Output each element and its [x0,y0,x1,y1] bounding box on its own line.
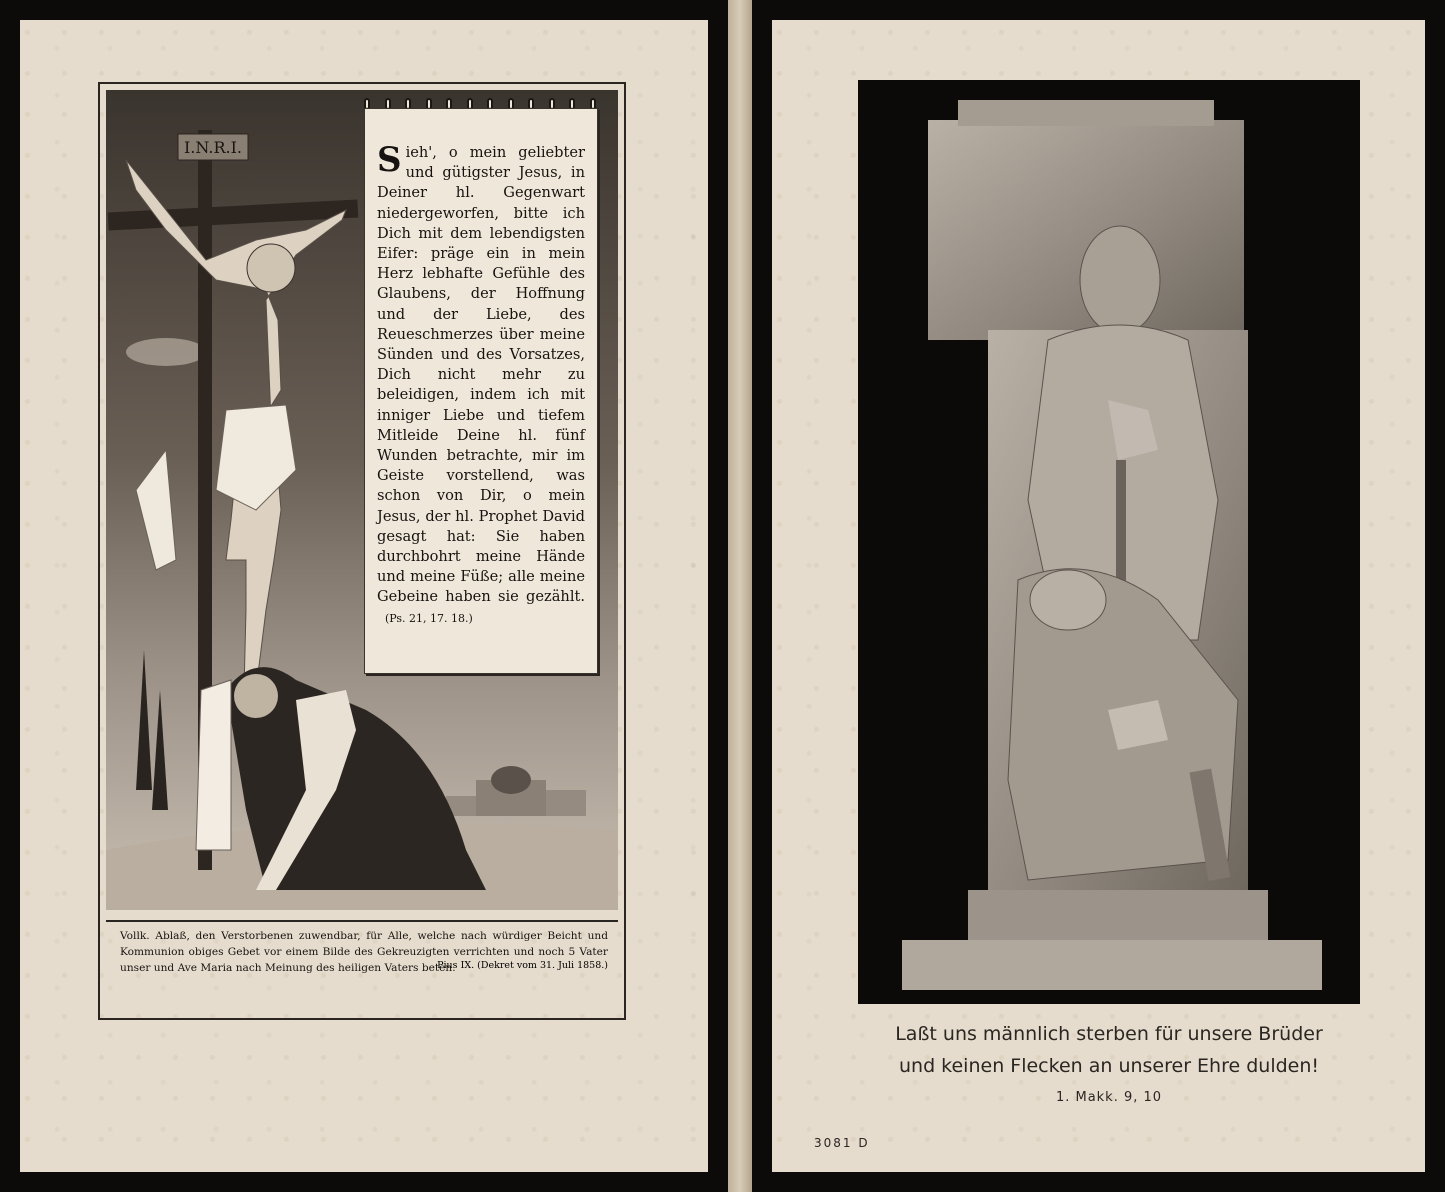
prayer-text-block [377,140,585,629]
prayer-card-right [752,0,1445,1192]
print-code: 3081 D [814,1136,870,1150]
bible-verse [828,1018,1390,1082]
prayer-scroll [364,108,598,674]
crucifixion-illustration [106,90,618,910]
card-fold [728,0,752,1192]
indulgence-box [106,920,618,1010]
card-paper [20,20,708,1172]
picture-frame [98,82,626,1020]
sculpture-artwork [858,80,1360,1004]
cross-inscription: I.N.R.I. [183,138,243,157]
verse-line-1: Laßt uns männlich sterben für unsere Brüder [895,1023,1323,1045]
indulgence-text: Vollk. Ablaß, den Verstorbenen zuwendbar, für Alle, welche nach würdiger Beicht und Kommunion obiges Gebet vor einem Bilde des Gekreuzigten verrichten und noch 5 Vater unser und Ave Maria nach Meinung des heiligen Vaters beten. [120,930,608,974]
prayer-text: ieh', o mein geliebter und gütigster Jesus, in Deiner hl. Gegenwart niedergeworfen, bitte ich Dich mit dem lebendigsten Eifer: präge ein in mein Herz lebhafte Gefühle des Glaubens, der Hoffnung und der Liebe, des Reueschmerzes über meine Sünden und des Vorsatzes, Dich nicht mehr zu beleidigen, indem ich mit inniger Liebe und tiefem Mitleide Deine hl. fünf Wunden betrachte, mir im Geiste vorstellend, was schon von Dir, o mein Jesus, der hl. Prophet David gesagt hat: Sie haben durchbohrt meine Hände und meine Füße; alle meine Gebeine haben sie gezählt. [377,144,585,606]
card-paper [772,20,1425,1172]
verse-line-2: und keinen Flecken an unserer Ehre dulden! [898,1055,1320,1077]
indulgence-reference: Pius IX. (Dekret vom 31. Juli 1858.) [437,960,608,971]
prayer-initial: S [377,140,402,180]
psalm-reference: (Ps. 21, 17. 18.) [385,611,473,625]
verse-reference: 1. Makk. 9, 10 [1055,1090,1163,1105]
memorial-sculpture-photo [858,80,1360,1004]
